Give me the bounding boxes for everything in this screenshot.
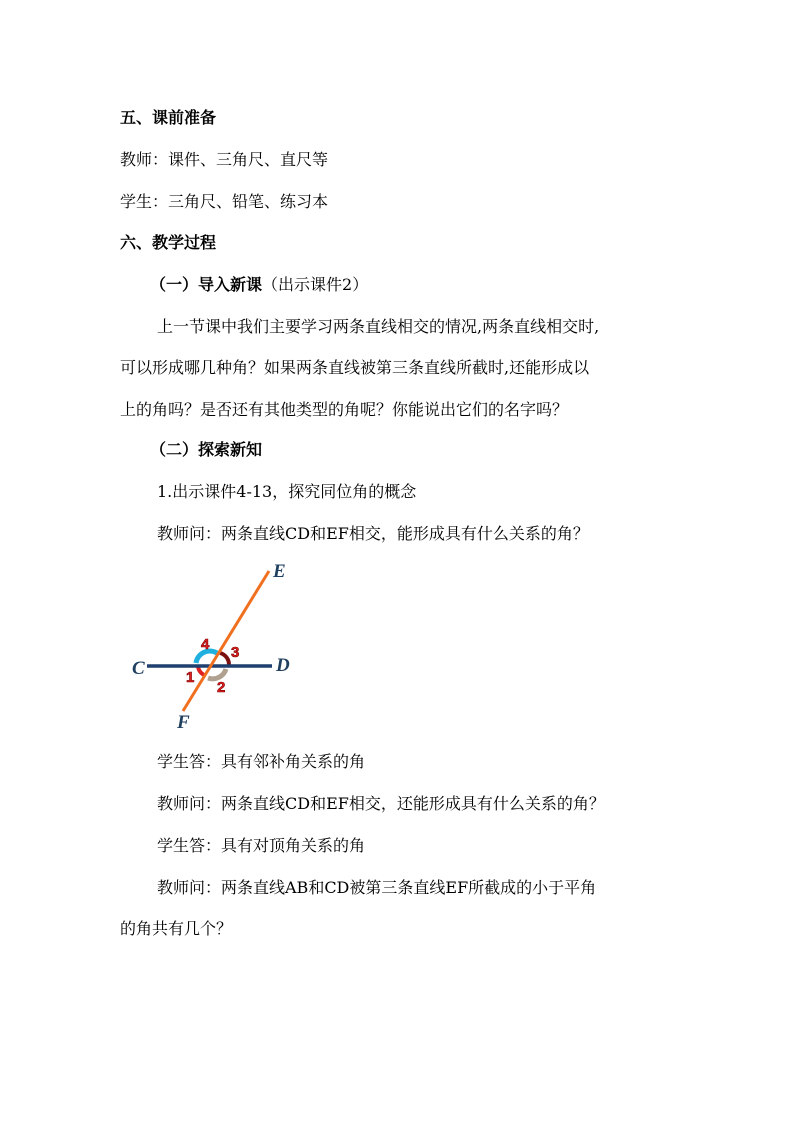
teacher-question-3-line-1: 教师问：两条直线AB和CD被第三条直线EF所截成的小于平角 bbox=[157, 878, 597, 897]
angle-label-3: 3 bbox=[231, 644, 240, 661]
angle-2-arc bbox=[208, 669, 226, 679]
angle-3-arc bbox=[220, 653, 229, 665]
section-heading-process: 六、教学过程 bbox=[120, 233, 217, 252]
intro-paragraph-line-1: 上一节课中我们主要学习两条直线相交的情况,两条直线相交时, bbox=[157, 317, 600, 336]
intro-paragraph-line-2: 可以形成哪几种角？如果两条直线被第三条直线所截时,还能形成以 bbox=[120, 358, 590, 377]
label-e: E bbox=[273, 561, 286, 582]
intersecting-lines-diagram bbox=[120, 555, 340, 740]
teacher-question-1: 教师问：两条直线CD和EF相交，能形成具有什么关系的角？ bbox=[157, 524, 589, 543]
label-c: C bbox=[132, 658, 145, 679]
step-1-text: 1.出示课件4-13，探究同位角的概念 bbox=[157, 482, 417, 501]
intro-heading-note: （出示课件2） bbox=[262, 275, 369, 294]
teacher-prep-text: 教师：课件、三角尺、直尺等 bbox=[120, 150, 329, 169]
student-prep-text: 学生：三角尺、铅笔、练习本 bbox=[120, 192, 329, 211]
angle-label-4: 4 bbox=[201, 636, 210, 653]
teacher-question-2: 教师问：两条直线CD和EF相交，还能形成具有什么关系的角？ bbox=[157, 794, 605, 813]
intro-heading bbox=[150, 275, 368, 295]
angle-label-2: 2 bbox=[217, 679, 226, 696]
student-answer-1: 学生答：具有邻补角关系的角 bbox=[157, 752, 366, 771]
student-answer-2: 学生答：具有对顶角关系的角 bbox=[157, 836, 366, 855]
intersecting-lines-svg bbox=[120, 555, 340, 740]
explore-heading: （二）探索新知 bbox=[150, 440, 263, 459]
line-ef bbox=[183, 571, 269, 711]
angle-label-1: 1 bbox=[186, 669, 195, 686]
angle-1-arc bbox=[198, 667, 204, 675]
intro-heading-title: （一）导入新课 bbox=[150, 275, 263, 294]
teacher-question-3-line-2: 的角共有几个？ bbox=[120, 919, 233, 938]
label-d: D bbox=[276, 655, 290, 676]
intro-paragraph-line-3: 上的角吗？是否还有其他类型的角呢？你能说出它们的名字吗？ bbox=[120, 400, 569, 419]
label-f: F bbox=[177, 712, 190, 733]
section-heading-prep: 五、课前准备 bbox=[120, 108, 217, 127]
